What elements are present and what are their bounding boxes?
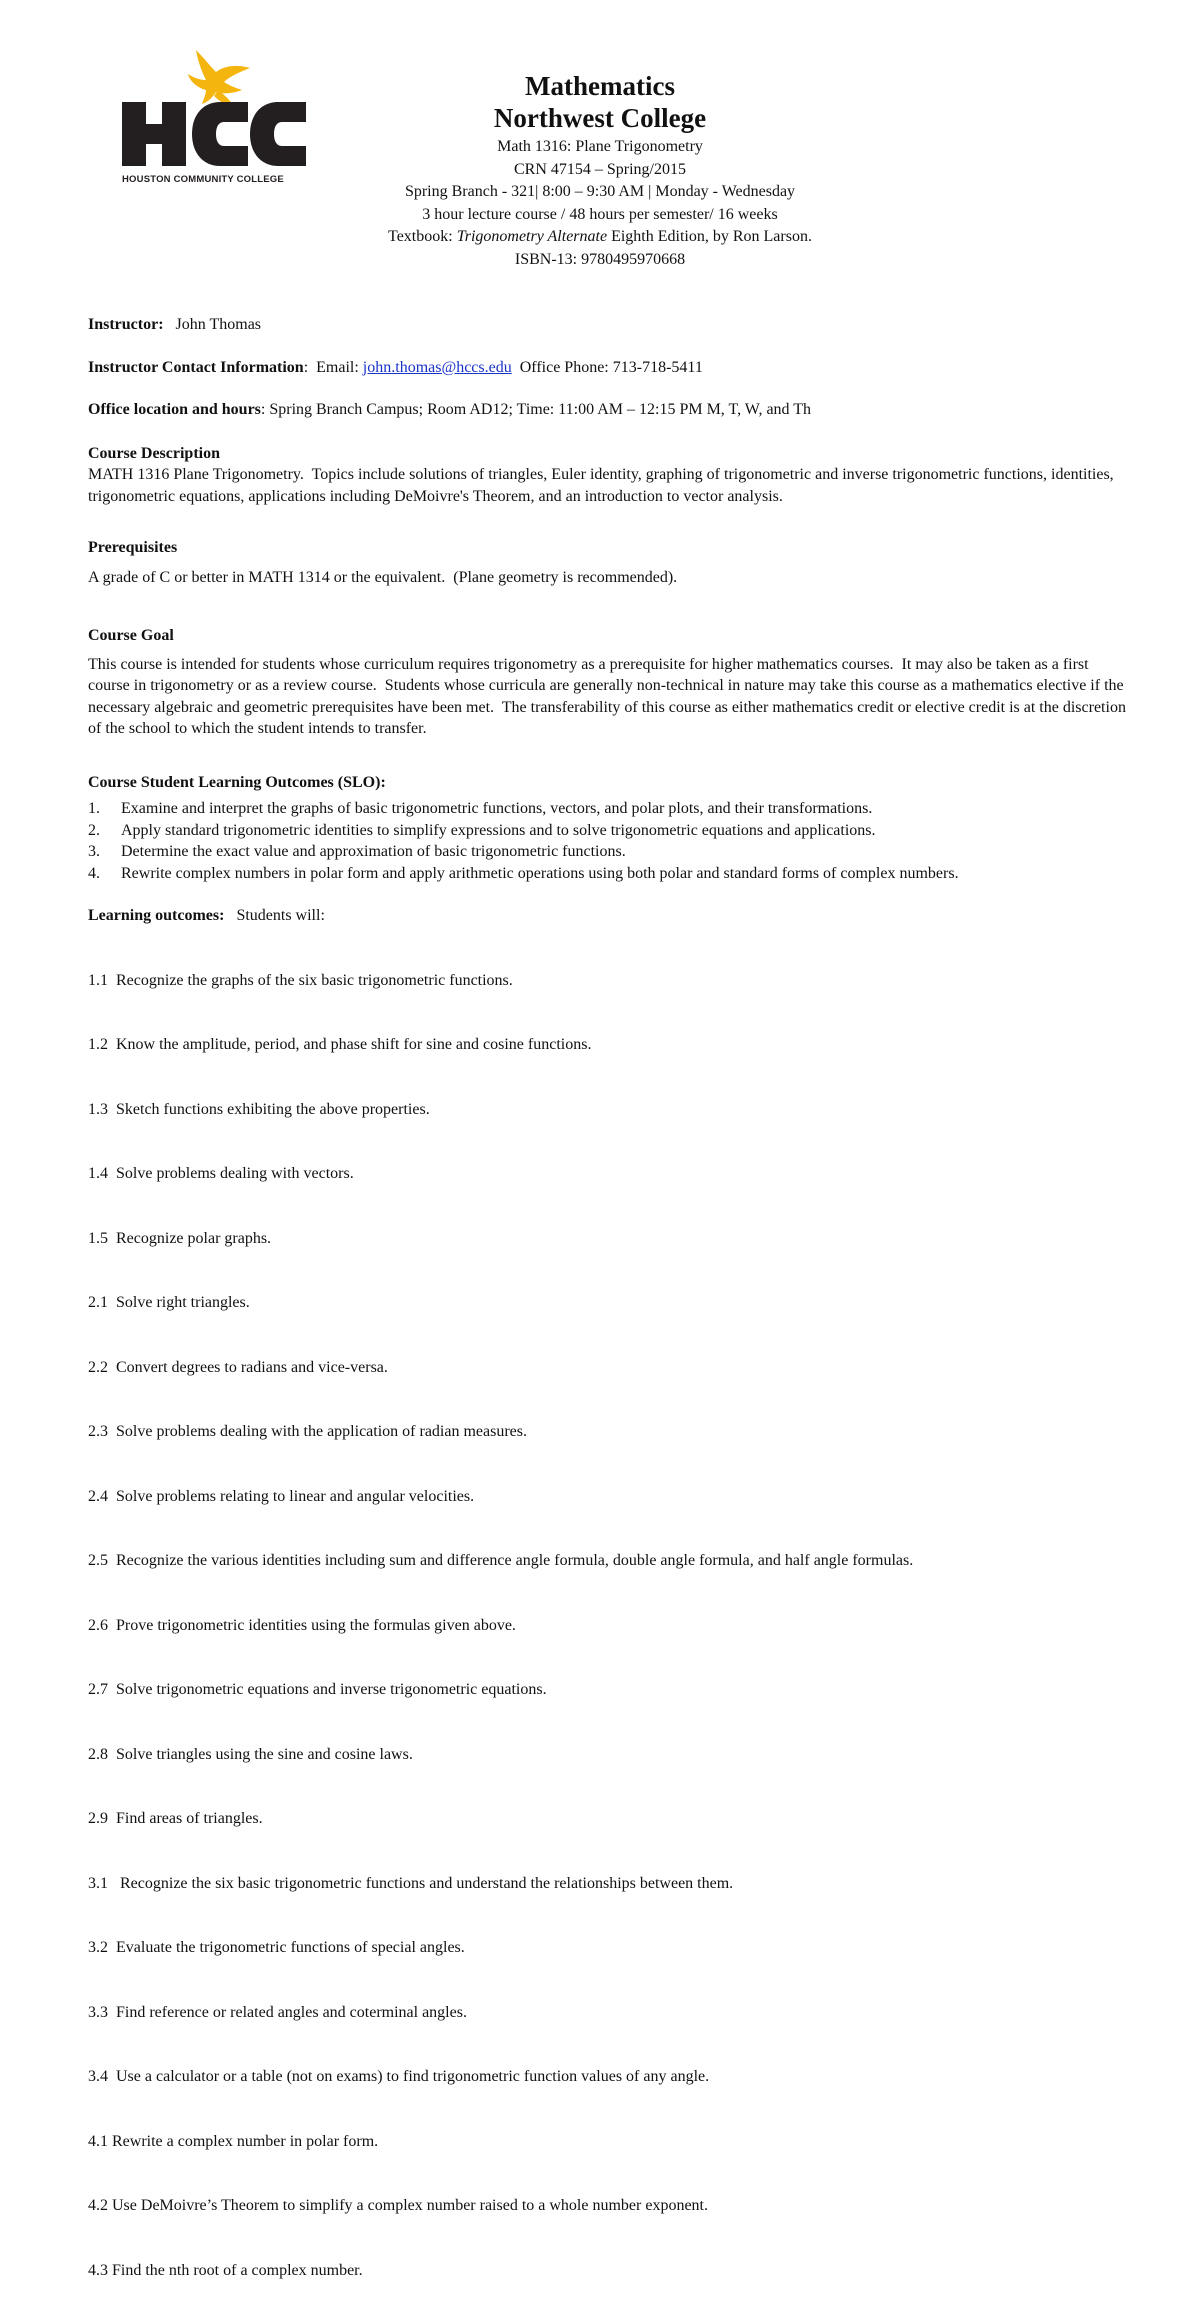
learning-outcomes-list: [88, 927, 1128, 2324]
slo-number: 4.: [88, 863, 121, 885]
learning-outcome-item: 2.1 Solve right triangles.: [88, 1292, 1128, 1314]
office-phone: Office Phone: 713-718-5411: [512, 359, 703, 376]
document-header: [330, 70, 870, 271]
office-text: : Spring Branch Campus; Room AD12; Time: 11:00 AM – 12:15 PM M, T, W, and Th: [261, 401, 811, 418]
learning-outcome-item: 3.2 Evaluate the trigonometric functions of special angles.: [88, 1937, 1128, 1959]
slo-list: [88, 798, 1128, 884]
learning-outcomes-intro: [88, 905, 1128, 927]
learning-outcome-item: 4.2 Use DeMoivre’s Theorem to simplify a complex number raised to a whole number exponent.: [88, 2195, 1128, 2217]
slo-text: Apply standard trigonometric identities to simplify expressions and to solve trigonometric equations and applications.: [121, 820, 876, 842]
slo-item: [88, 820, 1128, 842]
learning-outcome-item: 3.4 Use a calculator or a table (not on exams) to find trigonometric function values of any angle.: [88, 2066, 1128, 2088]
learning-outcome-item: 4.3 Find the nth root of a complex number.: [88, 2260, 1128, 2282]
crn-line: CRN 47154 – Spring/2015: [330, 159, 870, 182]
learning-outcomes-lead: Students will:: [224, 907, 324, 924]
instructor-name: John Thomas: [176, 316, 261, 333]
learning-outcome-item: 1.3 Sketch functions exhibiting the above properties.: [88, 1099, 1128, 1121]
learning-outcome-item: 3.1 Recognize the six basic trigonometric functions and understand the relationships between them.: [88, 1873, 1128, 1895]
slo-number: 3.: [88, 841, 121, 863]
slo-item: [88, 798, 1128, 820]
learning-outcome-item: 3.3 Find reference or related angles and coterminal angles.: [88, 2002, 1128, 2024]
contact-line: [88, 357, 1128, 379]
prerequisites-text: A grade of C or better in MATH 1314 or the equivalent. (Plane geometry is recommended).: [88, 567, 1128, 589]
course-description-text: MATH 1316 Plane Trigonometry. Topics include solutions of triangles, Euler identity, graphing of trigonometric and inverse trigonometric functions, identities, trigonometric equations, applications including DeMoivre's Theorem, and an introduction to vector analysis.: [88, 464, 1128, 507]
slo-number: 1.: [88, 798, 121, 820]
course-goal-heading: Course Goal: [88, 625, 1128, 647]
syllabus-body: [88, 314, 1128, 2324]
learning-outcome-item: 2.5 Recognize the various identities including sum and difference angle formula, double angle formula, and half angle formulas.: [88, 1550, 1128, 1572]
schedule-line: Spring Branch - 321| 8:00 – 9:30 AM | Monday - Wednesday: [330, 181, 870, 204]
prerequisites-heading: Prerequisites: [88, 537, 1128, 559]
isbn-line: ISBN-13: 9780495970668: [330, 249, 870, 272]
hours-line: 3 hour lecture course / 48 hours per semester/ 16 weeks: [330, 204, 870, 227]
learning-outcome-item: 2.6 Prove trigonometric identities using the formulas given above.: [88, 1615, 1128, 1637]
learning-outcome-item: 2.3 Solve problems dealing with the application of radian measures.: [88, 1421, 1128, 1443]
instructor-label: Instructor:: [88, 316, 164, 333]
textbook-suffix: Eighth Edition, by Ron Larson.: [607, 228, 812, 245]
logo-subtitle: HOUSTON COMMUNITY COLLEGE: [122, 174, 284, 185]
learning-outcome-item: 2.2 Convert degrees to radians and vice-versa.: [88, 1357, 1128, 1379]
hcc-logo-graphic: [118, 44, 310, 190]
office-line: [88, 399, 1128, 421]
slo-item: [88, 841, 1128, 863]
slo-text: Determine the exact value and approximation of basic trigonometric functions.: [121, 841, 626, 863]
textbook-prefix: Textbook:: [388, 228, 457, 245]
learning-outcome-item: 2.8 Solve triangles using the sine and cosine laws.: [88, 1744, 1128, 1766]
learning-outcome-item: 1.4 Solve problems dealing with vectors.: [88, 1163, 1128, 1185]
department-title: Mathematics: [330, 70, 870, 102]
slo-heading: Course Student Learning Outcomes (SLO):: [88, 772, 1128, 794]
college-title: Northwest College: [330, 102, 870, 134]
slo-text: Examine and interpret the graphs of basic trigonometric functions, vectors, and polar plots, and their transformations.: [121, 798, 872, 820]
course-goal-text: This course is intended for students whose curriculum requires trigonometry as a prerequisite for higher mathematics courses. It may also be taken as a first course in trigonometry or as a review course. Students whose curricula are generally non-technical in nature may take this course as a mathematics elective if the necessary algebraic and geometric prerequisites have been met. The transferability of this course as either mathematics credit or elective credit is at the discretion of the school to which the student intends to transfer.: [88, 654, 1128, 740]
textbook-line: [330, 226, 870, 249]
email-label: : Email:: [304, 359, 363, 376]
course-title: Math 1316: Plane Trigonometry: [330, 136, 870, 159]
email-link[interactable]: john.thomas@hccs.edu: [363, 359, 512, 376]
office-label: Office location and hours: [88, 401, 261, 418]
contact-label: Instructor Contact Information: [88, 359, 304, 376]
slo-text: Rewrite complex numbers in polar form and apply arithmetic operations using both polar and standard forms of complex numbers.: [121, 863, 959, 885]
learning-outcome-item: 1.2 Know the amplitude, period, and phase shift for sine and cosine functions.: [88, 1034, 1128, 1056]
learning-outcome-item: 1.5 Recognize polar graphs.: [88, 1228, 1128, 1250]
textbook-title: Trigonometry Alternate: [457, 228, 607, 245]
learning-outcome-item: 1.1 Recognize the graphs of the six basic trigonometric functions.: [88, 970, 1128, 992]
learning-outcome-item: 2.7 Solve trigonometric equations and inverse trigonometric equations.: [88, 1679, 1128, 1701]
learning-outcomes-heading: Learning outcomes:: [88, 907, 224, 924]
instructor-line: [88, 314, 1128, 336]
course-description-heading: Course Description: [88, 443, 1128, 465]
hcc-logo: [118, 44, 310, 190]
slo-item: [88, 863, 1128, 885]
slo-number: 2.: [88, 820, 121, 842]
learning-outcome-item: 2.9 Find areas of triangles.: [88, 1808, 1128, 1830]
learning-outcome-item: 2.4 Solve problems relating to linear and angular velocities.: [88, 1486, 1128, 1508]
hcc-letters-shape: [122, 102, 306, 166]
learning-outcome-item: 4.1 Rewrite a complex number in polar form.: [88, 2131, 1128, 2153]
eagle-icon: [188, 50, 250, 110]
